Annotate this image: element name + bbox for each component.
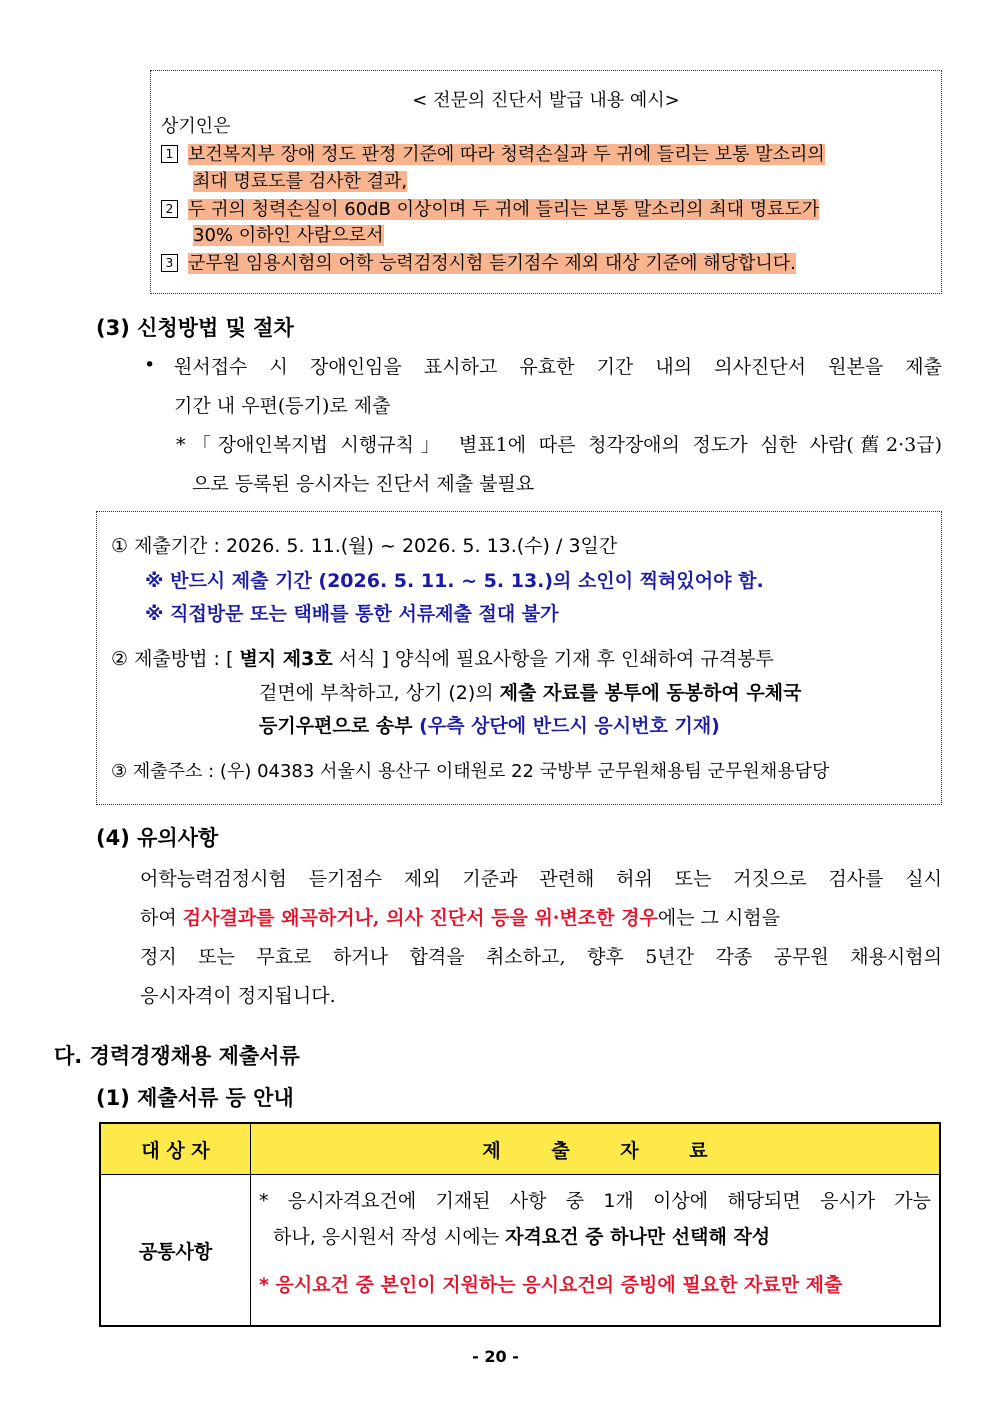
example-item-1-cont (193, 170, 407, 194)
table-row-line1 (259, 1186, 931, 1213)
method-line3-b: (우측 상단에 반드시 응시번호 기재) (412, 715, 720, 737)
section3-bullet-line2: 기간 내 우편(등기)로 제출 (174, 395, 391, 417)
method-form-name: 별지 제3호 (239, 648, 333, 670)
section3-note-line2: 으로 등록된 응시자는 진단서 제출 불필요 (192, 473, 535, 495)
method-rest: 서식 ] 양식에 필요사항을 기재 후 인쇄하여 규격봉투 (332, 648, 774, 670)
documents-table (99, 1122, 941, 1327)
item-number-box: 1 (161, 145, 178, 163)
item-number-box: 3 (161, 254, 178, 272)
table-row-line2 (273, 1222, 770, 1249)
method-prefix: ② 제출방법 : [ (111, 648, 234, 670)
section4-line2 (140, 903, 780, 930)
submit-notice-no-visit: ※ 직접방문 또는 택배를 통한 서류제출 절대 불가 (145, 603, 559, 625)
submission-info-box (96, 511, 942, 805)
item-number-box: 2 (161, 200, 178, 218)
example-title: < 전문의 진단서 발급 내용 예시> (412, 90, 680, 111)
example-item-text: 최대 명료도를 검사한 결과, (193, 171, 408, 192)
method-line2-b: 제출 자료를 봉투에 동봉하여 우체국 (499, 682, 802, 704)
section4-line4: 응시자격이 정지됩니다. (140, 985, 336, 1007)
submit-address: ③ 제출주소 : (우) 04383 서울시 용산구 이태원로 22 국방부 군무원채용팀 군무원채용담당 (111, 761, 830, 782)
example-item-2-cont (193, 224, 384, 248)
section4-line3 (140, 942, 942, 969)
example-item-text: 30% 이하인 사람으로서 (193, 225, 384, 246)
example-item-3 (161, 252, 796, 276)
section3-bullet-line1-text: 원서접수 시 장애인임을 표시하고 유효한 기간 내의 의사진단서 원본을 제출 (174, 356, 942, 378)
section3-heading: (3) 신청방법 및 절차 (96, 316, 294, 340)
table-row-line2-a: 하나, 응시원서 작성 시에는 (273, 1226, 506, 1248)
diagnosis-example-box (150, 70, 942, 294)
section4-line2-b: 에는 그 시험을 (657, 907, 781, 929)
submit-method-line1 (111, 645, 774, 673)
table-row-line1-text: * 응시자격요건에 기재된 사항 중 1개 이상에 해당되면 응시가 가능 (259, 1190, 931, 1212)
section-da-subheading: (1) 제출서류 등 안내 (96, 1086, 294, 1110)
bullet-icon: • (144, 354, 156, 376)
section4-line1-text: 어학능력검정시험 듣기점수 제외 기준과 관련해 허위 또는 거짓으로 검사를 실시 (140, 868, 942, 890)
section3-note-line1 (176, 430, 942, 457)
section4-line1 (140, 864, 942, 891)
example-item-2 (161, 198, 819, 222)
method-line3-a: 등기우편으로 송부 (259, 715, 413, 737)
section3-note-line1-text: *「장애인복지법 시행규칙」 별표1에 따른 청각장애의 정도가 심한 사람(舊2·3급) (176, 434, 942, 456)
example-item-text: 두 귀의 청력손실이 60dB 이상이며 두 귀에 들리는 보통 말소리의 최대 명료도가 (188, 199, 820, 220)
page-number: - 20 - (472, 1347, 519, 1366)
table-row-line2-b: 자격요건 중 하나만 선택해 작성 (505, 1226, 771, 1248)
section4-line3-text: 정지 또는 무효로 하거나 합격을 취소하고, 향후 5년간 각종 공무원 채용시험의 (140, 946, 942, 968)
submit-notice-postmark: ※ 반드시 제출 기간 (2026. 5. 11. ~ 5. 13.)의 소인이 찍혀있어야 함. (145, 570, 764, 592)
section4-heading: (4) 유의사항 (96, 826, 219, 850)
table-row-line3: * 응시요건 중 본인이 지원하는 응시요건의 증빙에 필요한 자료만 제출 (259, 1274, 843, 1296)
section4-line2-warning: 검사결과를 왜곡하거나, 의사 진단서 등을 위·변조한 경우 (182, 907, 658, 929)
submit-method-line2 (259, 679, 801, 707)
section3-bullet-line1 (174, 352, 942, 379)
example-item-text: 보건복지부 장애 정도 판정 기준에 따라 청력손실과 두 귀에 들리는 보통 말소리의 (188, 144, 825, 165)
example-item-1 (161, 143, 825, 167)
section-da-heading: 다. 경력경쟁채용 제출서류 (54, 1044, 300, 1068)
submit-method-line3 (259, 712, 720, 740)
table-header-documents: 제 출 자 료 (251, 1124, 939, 1175)
table-row-label: 공통사항 (101, 1175, 251, 1325)
table-header-target: 대 상 자 (101, 1124, 251, 1175)
method-line2-a: 겉면에 부착하고, 상기 (2)의 (259, 682, 500, 704)
example-subject: 상기인은 (161, 116, 231, 137)
submit-period: ① 제출기간 : 2026. 5. 11.(월) ~ 2026. 5. 13.(수) / 3일간 (111, 535, 618, 557)
example-item-text: 군무원 임용시험의 어학 능력검정시험 듣기점수 제외 대상 기준에 해당합니다. (188, 253, 796, 274)
section4-line2-a: 하여 (140, 907, 183, 929)
